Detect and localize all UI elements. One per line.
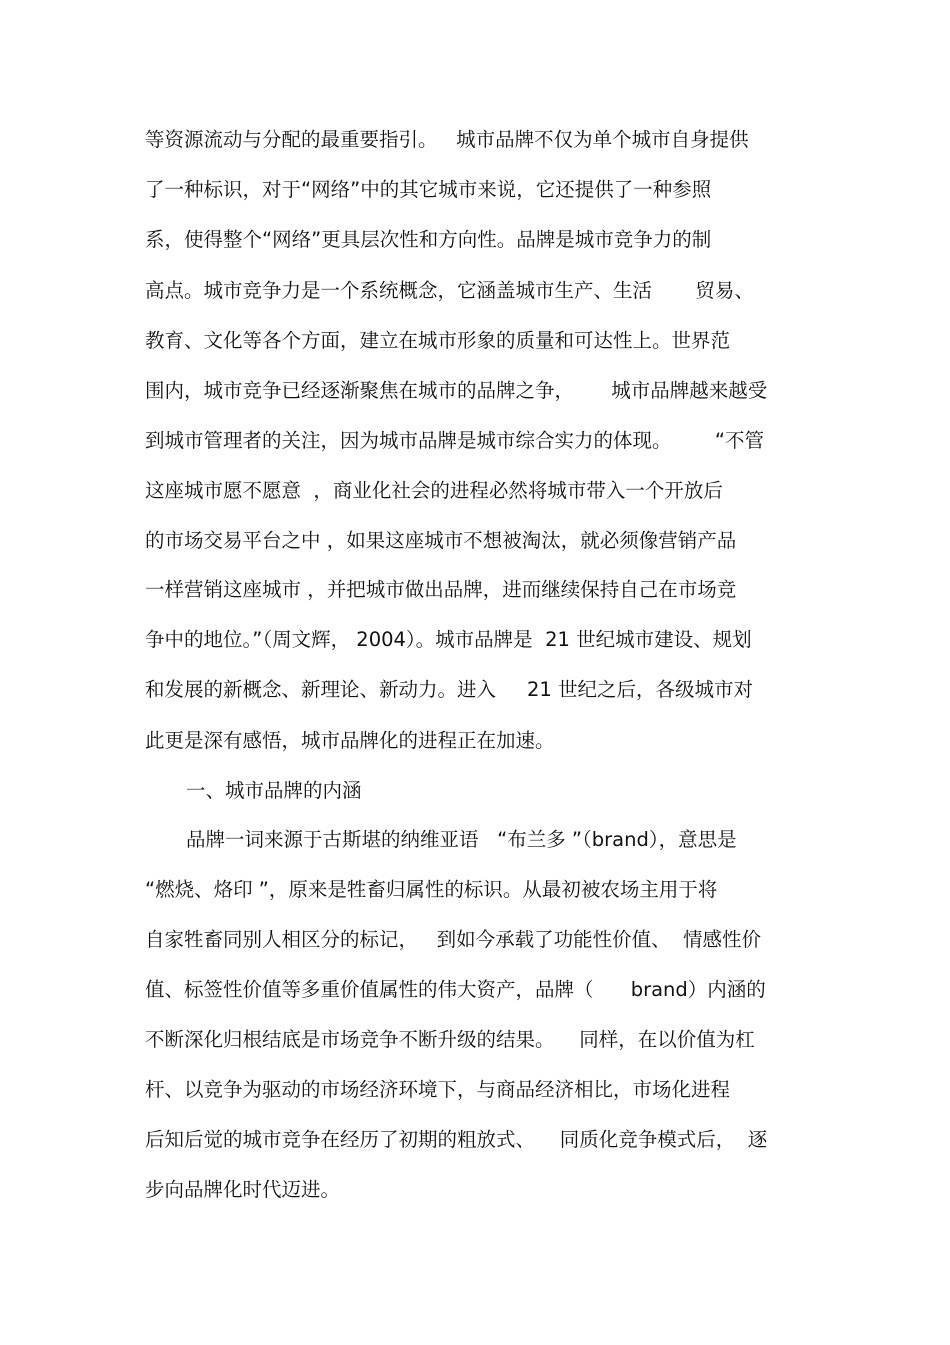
paragraph-line: 此更是深有感悟，城市品牌化的进程正在加速。 xyxy=(145,729,555,752)
paragraph-line: 等资源流动与分配的最重要指引。 城市品牌不仅为单个城市自身提供 xyxy=(145,128,749,151)
paragraph-line: 和发展的新概念、新理论、新动力。进入 21 世纪之后，各级城市对 xyxy=(145,678,754,701)
paragraph-line: 一样营销这座城市 ，并把城市做出品牌，进而继续保持自己在市场竞 xyxy=(145,578,737,601)
paragraph-line: 自家牲畜同别人相区分的标记， 到如今承载了功能性价值、 情感性价 xyxy=(145,928,761,951)
paragraph-line: 值、标签性价值等多重价值属性的伟大资产，品牌（ brand）内涵的 xyxy=(145,978,766,1001)
paragraph-line: 教育、文化等各个方面，建立在城市形象的质量和可达性上。世界范 xyxy=(145,329,731,352)
paragraph-line: 后知后觉的城市竞争在经历了初期的粗放式、 同质化竞争模式后， 逐 xyxy=(145,1128,768,1151)
paragraph-line: 到城市管理者的关注，因为城市品牌是城市综合实力的体现。 “不管 xyxy=(145,429,764,452)
paragraph-line: 围内，城市竞争已经逐渐聚焦在城市的品牌之争， 城市品牌越来越受 xyxy=(145,379,768,402)
paragraph-line: 不断深化归根结底是市场竞争不断升级的结果。 同样，在以价值为杠 xyxy=(145,1028,755,1051)
paragraph-line: 系，使得整个“网络”更具层次性和方向性。品牌是城市竞争力的制 xyxy=(145,228,712,251)
paragraph-line: 这座城市愿不愿意 ，商业化社会的进程必然将城市带入一个开放后 xyxy=(145,479,723,502)
paragraph-line: 步向品牌化时代迈进。 xyxy=(145,1178,341,1201)
paragraph-line: 品牌一词来源于古斯堪的纳维亚语 “布兰多 ”（brand），意思是 xyxy=(186,828,737,851)
paragraph-line: 的市场交易平台之中 ，如果这座城市不想被淘汰，就必须像营销产品 xyxy=(145,529,737,552)
paragraph-line: 高点。城市竞争力是一个系统概念，它涵盖城市生产、生活 贸易、 xyxy=(145,279,754,302)
paragraph-line: 杆、以竞争为驱动的市场经济环境下，与商品经济相比，市场化进程 xyxy=(145,1078,731,1101)
paragraph-line: “燃烧、烙印 ”，原来是牲畜归属性的标识。从最初被农场主用于将 xyxy=(145,878,718,901)
section-heading: 一、城市品牌的内涵 xyxy=(186,779,362,802)
paragraph-line: 争中的地位。”（周文辉， 2004）。城市品牌是 21 世纪城市建设、规划 xyxy=(145,628,752,651)
paragraph-line: 了一种标识，对于“网络”中的其它城市来说，它还提供了一种参照 xyxy=(145,178,712,201)
